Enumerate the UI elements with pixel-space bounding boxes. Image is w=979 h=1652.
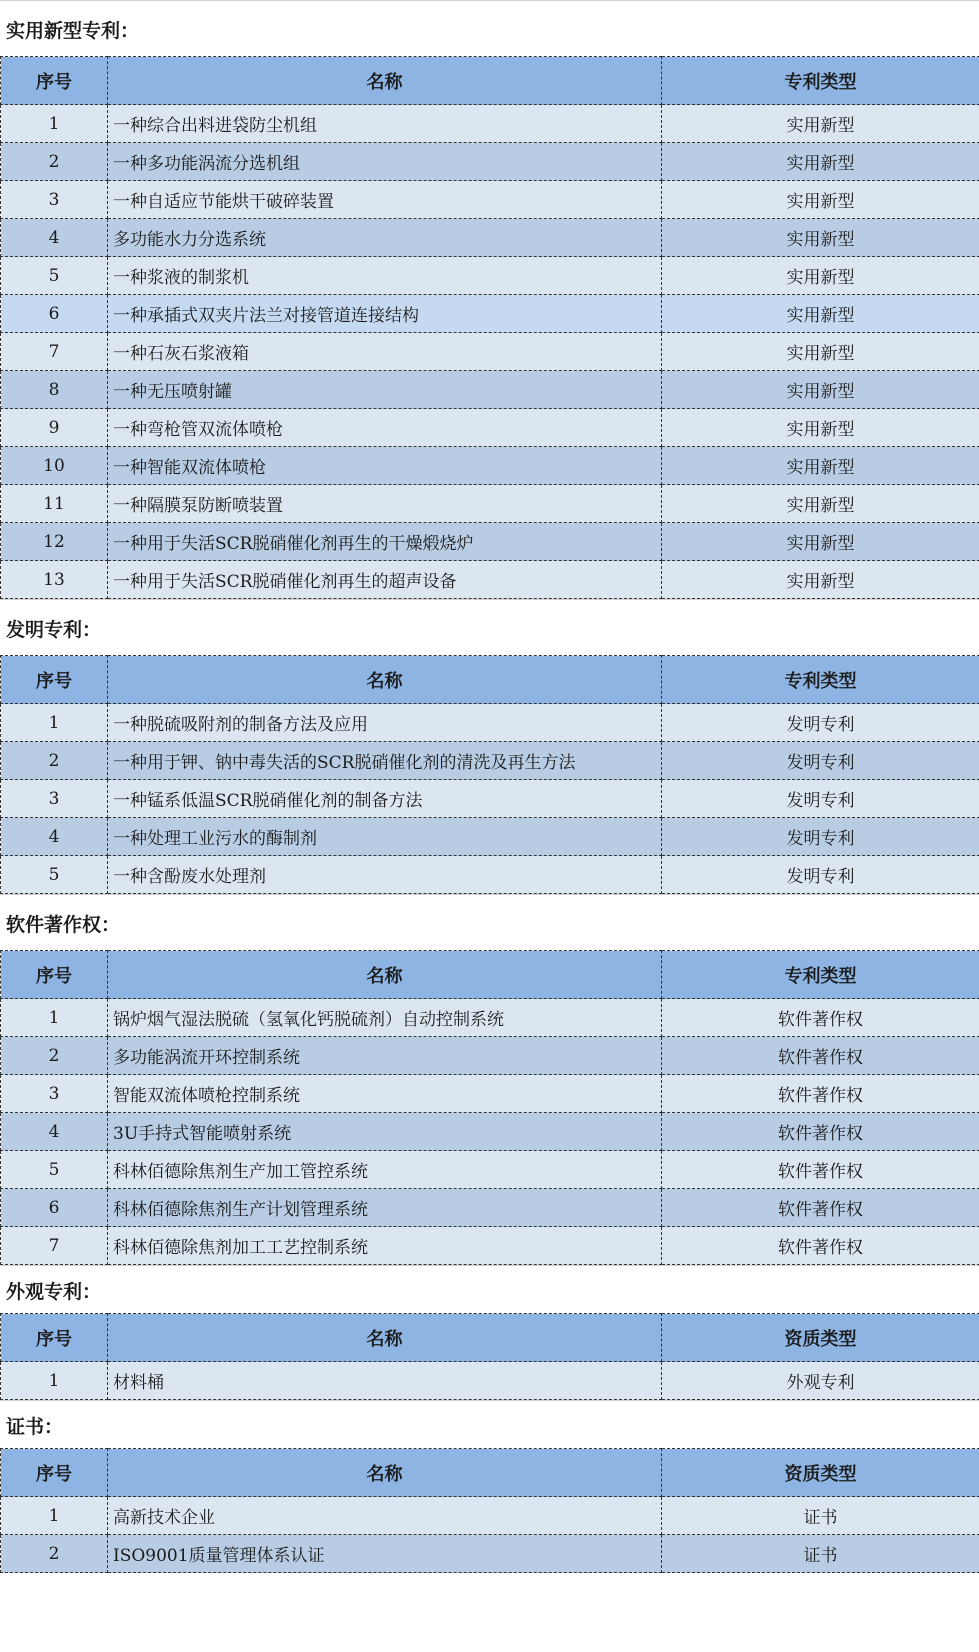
cell-serial: 1 [1,105,108,143]
cell-name: 一种含酚废水处理剂 [108,856,662,894]
header-serial: 序号 [1,57,108,105]
cell-name: ISO9001质量管理体系认证 [108,1535,662,1573]
table-row [1,1037,979,1075]
cell-serial: 1 [1,1497,108,1535]
table-row [1,181,979,219]
cell-type: 实用新型 [662,409,979,447]
table-row [1,143,979,181]
table-row [1,371,979,409]
table-row [1,257,979,295]
cell-type: 外观专利 [662,1362,979,1400]
cell-serial: 3 [1,181,108,219]
cell-name: 一种浆液的制浆机 [108,257,662,295]
table-row [1,409,979,447]
header-serial: 序号 [1,1449,108,1497]
cell-type: 软件著作权 [662,999,979,1037]
table-row [1,447,979,485]
cell-type: 实用新型 [662,105,979,143]
cell-serial: 6 [1,1189,108,1227]
cell-serial: 10 [1,447,108,485]
cell-type: 实用新型 [662,257,979,295]
cell-serial: 3 [1,780,108,818]
cell-name: 一种锰系低温SCR脱硝催化剂的制备方法 [108,780,662,818]
cell-type: 实用新型 [662,219,979,257]
cell-serial: 4 [1,818,108,856]
cell-serial: 9 [1,409,108,447]
cell-name: 智能双流体喷枪控制系统 [108,1075,662,1113]
header-type: 资质类型 [662,1449,979,1497]
cell-type: 实用新型 [662,333,979,371]
cell-serial: 5 [1,257,108,295]
table-row [1,1362,979,1400]
table-row [1,1497,979,1535]
cell-serial: 6 [1,295,108,333]
table-design-patent [0,1313,979,1400]
cell-name: 一种石灰石浆液箱 [108,333,662,371]
cell-serial: 12 [1,523,108,561]
table-row [1,485,979,523]
cell-type: 发明专利 [662,818,979,856]
header-name: 名称 [108,57,662,105]
table-row [1,999,979,1037]
cell-name: 一种脱硫吸附剂的制备方法及应用 [108,704,662,742]
cell-serial: 8 [1,371,108,409]
cell-serial: 7 [1,1227,108,1265]
table-header-row [1,1449,979,1497]
table-certificates [0,1448,979,1573]
section-title-design-patent: 外观专利： [0,1265,979,1313]
header-serial: 序号 [1,656,108,704]
cell-name: 一种用于失活SCR脱硝催化剂再生的干燥煅烧炉 [108,523,662,561]
cell-name: 一种隔膜泵防断喷装置 [108,485,662,523]
cell-name: 3U手持式智能喷射系统 [108,1113,662,1151]
cell-type: 实用新型 [662,447,979,485]
cell-type: 实用新型 [662,181,979,219]
cell-type: 实用新型 [662,561,979,599]
cell-serial: 4 [1,1113,108,1151]
cell-type: 软件著作权 [662,1189,979,1227]
table-row [1,561,979,599]
header-type: 资质类型 [662,1314,979,1362]
cell-type: 实用新型 [662,143,979,181]
header-name: 名称 [108,1314,662,1362]
cell-name: 一种综合出料进袋防尘机组 [108,105,662,143]
cell-name: 一种智能双流体喷枪 [108,447,662,485]
cell-serial: 13 [1,561,108,599]
table-row [1,704,979,742]
cell-name: 一种用于失活SCR脱硝催化剂再生的超声设备 [108,561,662,599]
table-row [1,219,979,257]
cell-name: 一种自适应节能烘干破碎装置 [108,181,662,219]
cell-serial: 1 [1,704,108,742]
cell-type: 发明专利 [662,742,979,780]
cell-serial: 2 [1,742,108,780]
cell-type: 软件著作权 [662,1075,979,1113]
table-row [1,818,979,856]
cell-name: 科林佰德除焦剂加工工艺控制系统 [108,1227,662,1265]
cell-serial: 7 [1,333,108,371]
table-row [1,105,979,143]
cell-name: 一种承插式双夹片法兰对接管道连接结构 [108,295,662,333]
cell-type: 实用新型 [662,485,979,523]
table-row [1,1227,979,1265]
cell-type: 软件著作权 [662,1151,979,1189]
cell-serial: 2 [1,143,108,181]
table-row [1,780,979,818]
cell-serial: 11 [1,485,108,523]
table-header-row [1,656,979,704]
table-header-row [1,951,979,999]
cell-name: 一种多功能涡流分选机组 [108,143,662,181]
table-row [1,742,979,780]
table-utility-model [0,56,979,599]
table-row [1,1189,979,1227]
section-title-certificates: 证书： [0,1400,979,1448]
cell-name: 多功能涡流开环控制系统 [108,1037,662,1075]
table-row [1,333,979,371]
cell-type: 实用新型 [662,371,979,409]
cell-serial: 2 [1,1535,108,1573]
table-row [1,523,979,561]
section-title-utility-model: 实用新型专利： [0,0,979,56]
cell-name: 一种弯枪管双流体喷枪 [108,409,662,447]
cell-serial: 5 [1,856,108,894]
table-row [1,295,979,333]
header-type: 专利类型 [662,951,979,999]
cell-name: 一种无压喷射罐 [108,371,662,409]
table-header-row [1,57,979,105]
cell-serial: 4 [1,219,108,257]
cell-name: 科林佰德除焦剂生产加工管控系统 [108,1151,662,1189]
cell-type: 软件著作权 [662,1113,979,1151]
table-invention [0,655,979,894]
cell-name: 锅炉烟气湿法脱硫（氢氧化钙脱硫剂）自动控制系统 [108,999,662,1037]
header-name: 名称 [108,951,662,999]
cell-type: 实用新型 [662,523,979,561]
header-serial: 序号 [1,1314,108,1362]
header-name: 名称 [108,1449,662,1497]
cell-name: 材料桶 [108,1362,662,1400]
table-software-copyright [0,950,979,1265]
cell-type: 证书 [662,1535,979,1573]
cell-serial: 5 [1,1151,108,1189]
header-name: 名称 [108,656,662,704]
cell-serial: 2 [1,1037,108,1075]
header-serial: 序号 [1,951,108,999]
cell-type: 发明专利 [662,704,979,742]
cell-name: 一种处理工业污水的酶制剂 [108,818,662,856]
table-row [1,1535,979,1573]
cell-type: 证书 [662,1497,979,1535]
cell-name: 高新技术企业 [108,1497,662,1535]
cell-serial: 1 [1,1362,108,1400]
cell-serial: 3 [1,1075,108,1113]
section-title-software-copyright: 软件著作权： [0,894,979,950]
table-row [1,1113,979,1151]
table-row [1,1075,979,1113]
cell-type: 实用新型 [662,295,979,333]
table-row [1,1151,979,1189]
header-type: 专利类型 [662,57,979,105]
cell-name: 科林佰德除焦剂生产计划管理系统 [108,1189,662,1227]
cell-name: 多功能水力分选系统 [108,219,662,257]
cell-serial: 1 [1,999,108,1037]
cell-type: 发明专利 [662,780,979,818]
table-header-row [1,1314,979,1362]
table-row [1,856,979,894]
cell-type: 软件著作权 [662,1037,979,1075]
cell-name: 一种用于钾、钠中毒失活的SCR脱硝催化剂的清洗及再生方法 [108,742,662,780]
cell-type: 发明专利 [662,856,979,894]
header-type: 专利类型 [662,656,979,704]
section-title-invention: 发明专利： [0,599,979,655]
cell-type: 软件著作权 [662,1227,979,1265]
